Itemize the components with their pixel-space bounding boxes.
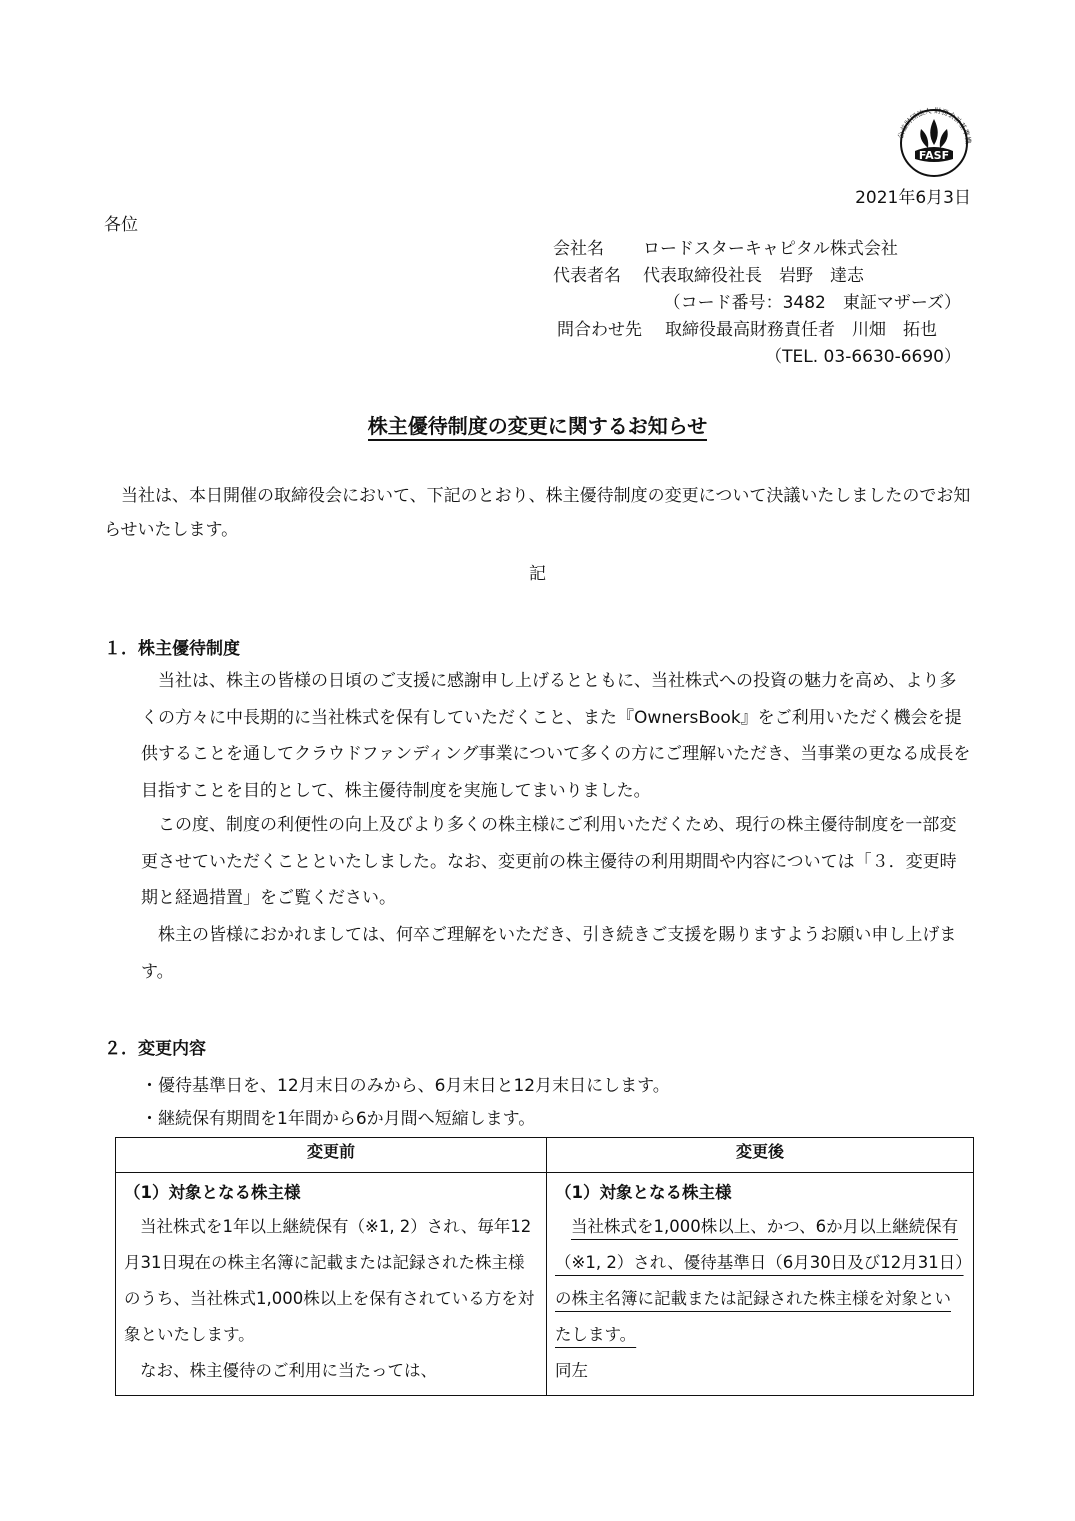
contact-tel: （TEL. 03-6630-6690） (765, 347, 961, 367)
after-note: 同左 (555, 1361, 588, 1380)
table-row (116, 1173, 974, 1396)
document-title-text: 株主優待制度の変更に関するお知らせ (368, 414, 707, 441)
intro-paragraph: 当社は、本日開催の取締役会において、下記のとおり、株主優待制度の変更について決議いたしましたのでお知らせいたします。 (104, 486, 971, 540)
logo-label: FASF (918, 149, 950, 162)
section1-paragraph-1: 当社は、株主の皆様の日頃のご支援に感謝申し上げるとともに、当社株式への投資の魅力を高め、より多くの方々に中長期的に当社株式を保有していただくこと、また『OwnersBook』をご利用いただく機会を提供することを通してクラウドファンディング事業について多くの方にご理解いただき、当事業の更なる成長を目指すことを目的として、株主優待制度を実施してまいりました。 (141, 671, 971, 801)
after-text: 当社株式を1,000株以上、かつ、6か月以上継続保有（※1, 2）され、優待基準日（6月30日及び12月31日）の株主名簿に記載または記録された株主様を対象といたします。 (555, 1217, 964, 1344)
section2-heading: ２．変更内容 (104, 1039, 206, 1059)
contact-label: 問合わせ先 (557, 320, 642, 340)
fasf-logo (893, 103, 975, 177)
column-before: 変更前 (116, 1138, 547, 1173)
table-header-row (116, 1138, 974, 1173)
change-bullet-2: ・継続保有期間を1年間から6か月間へ短縮します。 (141, 1109, 536, 1129)
ki-mark: 記 (529, 564, 546, 584)
representative-name: 代表取締役社長 岩野 達志 (643, 266, 864, 286)
section1-paragraph-3: 株主の皆様におかれましては、何卒ご理解をいただき、引き続きご支援を賜りますようお願い申し上げます。 (141, 925, 957, 982)
before-heading: （1）対象となる株主様 (124, 1183, 301, 1202)
before-cell (116, 1173, 547, 1396)
document-title (0, 410, 1075, 439)
company-name: ロードスターキャピタル株式会社 (643, 239, 898, 259)
document-date: 2021年6月3日 (855, 188, 971, 208)
column-after: 変更後 (547, 1138, 974, 1173)
section1-heading: １．株主優待制度 (104, 639, 240, 659)
after-cell (547, 1173, 974, 1396)
after-heading: （1）対象となる株主様 (555, 1183, 732, 1202)
logo-arc-text: 公益財団法人 財務会計基準機 (896, 106, 973, 145)
addressee: 各位 (104, 215, 138, 235)
contact-person: 取締役最高財務責任者 川畑 拓也 (665, 320, 937, 340)
comparison-table (115, 1137, 974, 1396)
stock-code: （コード番号：3482 東証マザーズ） (663, 293, 961, 313)
representative-label: 代表者名 (553, 266, 621, 286)
company-label: 会社名 (553, 239, 604, 259)
before-note: なお、株主優待のご利用に当たっては、 (140, 1361, 437, 1380)
change-bullet-1: ・優待基準日を、12月末日のみから、6月末日と12月末日にします。 (141, 1076, 670, 1096)
before-text: 当社株式を1年以上継続保有（※1, 2）され、毎年12月31日現在の株主名簿に記載または記録された株主様のうち、当社株式1,000株以上を保有されている方を対象といたします。 (124, 1217, 535, 1344)
section1-paragraph-2: この度、制度の利便性の向上及びより多くの株主様にご利用いただくため、現行の株主優待制度を一部変更させていただくことといたしました。なお、変更前の株主優待の利用期間や内容については「３．変更時期と経過措置」をご覧ください。 (141, 815, 957, 908)
